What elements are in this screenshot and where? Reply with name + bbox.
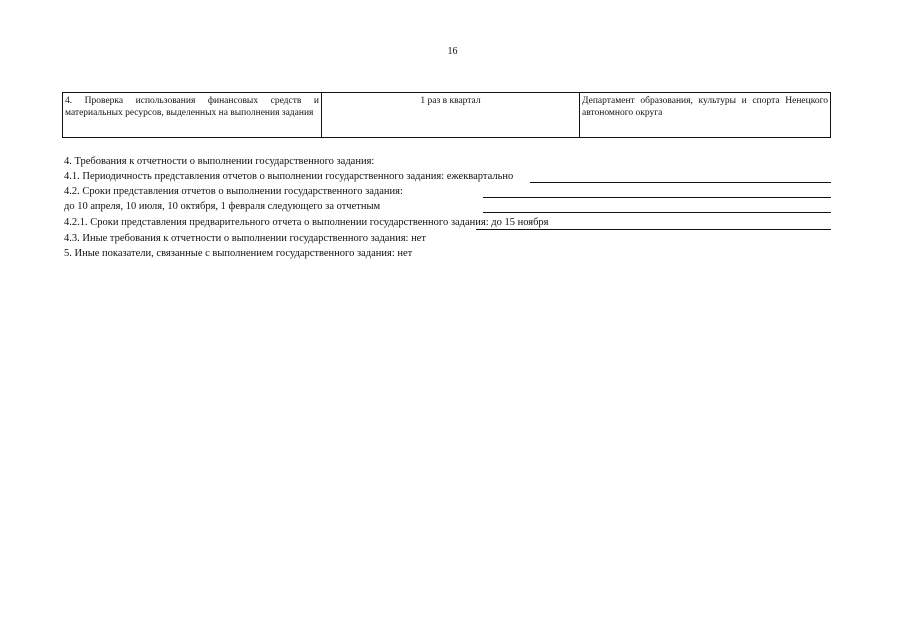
reporting-deadlines-value: до 10 апреля, 10 июля, 10 октября, 1 февраля следующего за отчетным [64, 201, 381, 212]
table-cell-control-action: 4. Проверка использования финансовых средств и материальных ресурсов, выделенных на выполнения задания [63, 93, 322, 137]
table-cell-responsible-body: Департамент образования, культуры и спорта Ненецкого автономного округа [582, 96, 828, 118]
fill-underline [530, 182, 831, 183]
fill-underline [476, 229, 831, 230]
fill-underline [483, 197, 831, 198]
reporting-deadlines-label: 4.2. Сроки представления отчетов о выполнении государственного задания: [64, 186, 403, 197]
reporting-requirements-heading: 4. Требования к отчетности о выполнении государственного задания: [64, 156, 375, 167]
reporting-periodicity: 4.1. Периодичность представления отчетов о выполнении государственного задания: ежеквартально [64, 171, 514, 182]
control-table-row [62, 92, 831, 138]
other-reporting-requirements: 4.3. Иные требования к отчетности о выполнении государственного задания: нет [64, 233, 426, 244]
fill-underline [483, 212, 831, 213]
page-number: 16 [447, 46, 458, 57]
other-indicators: 5. Иные показатели, связанные с выполнением государственного задания: нет [64, 248, 413, 259]
table-cell-frequency: 1 раз в квартал [322, 93, 580, 137]
preliminary-report-deadline: 4.2.1. Сроки представления предварительного отчета о выполнении государственного задания: до 15 ноября [64, 217, 549, 228]
